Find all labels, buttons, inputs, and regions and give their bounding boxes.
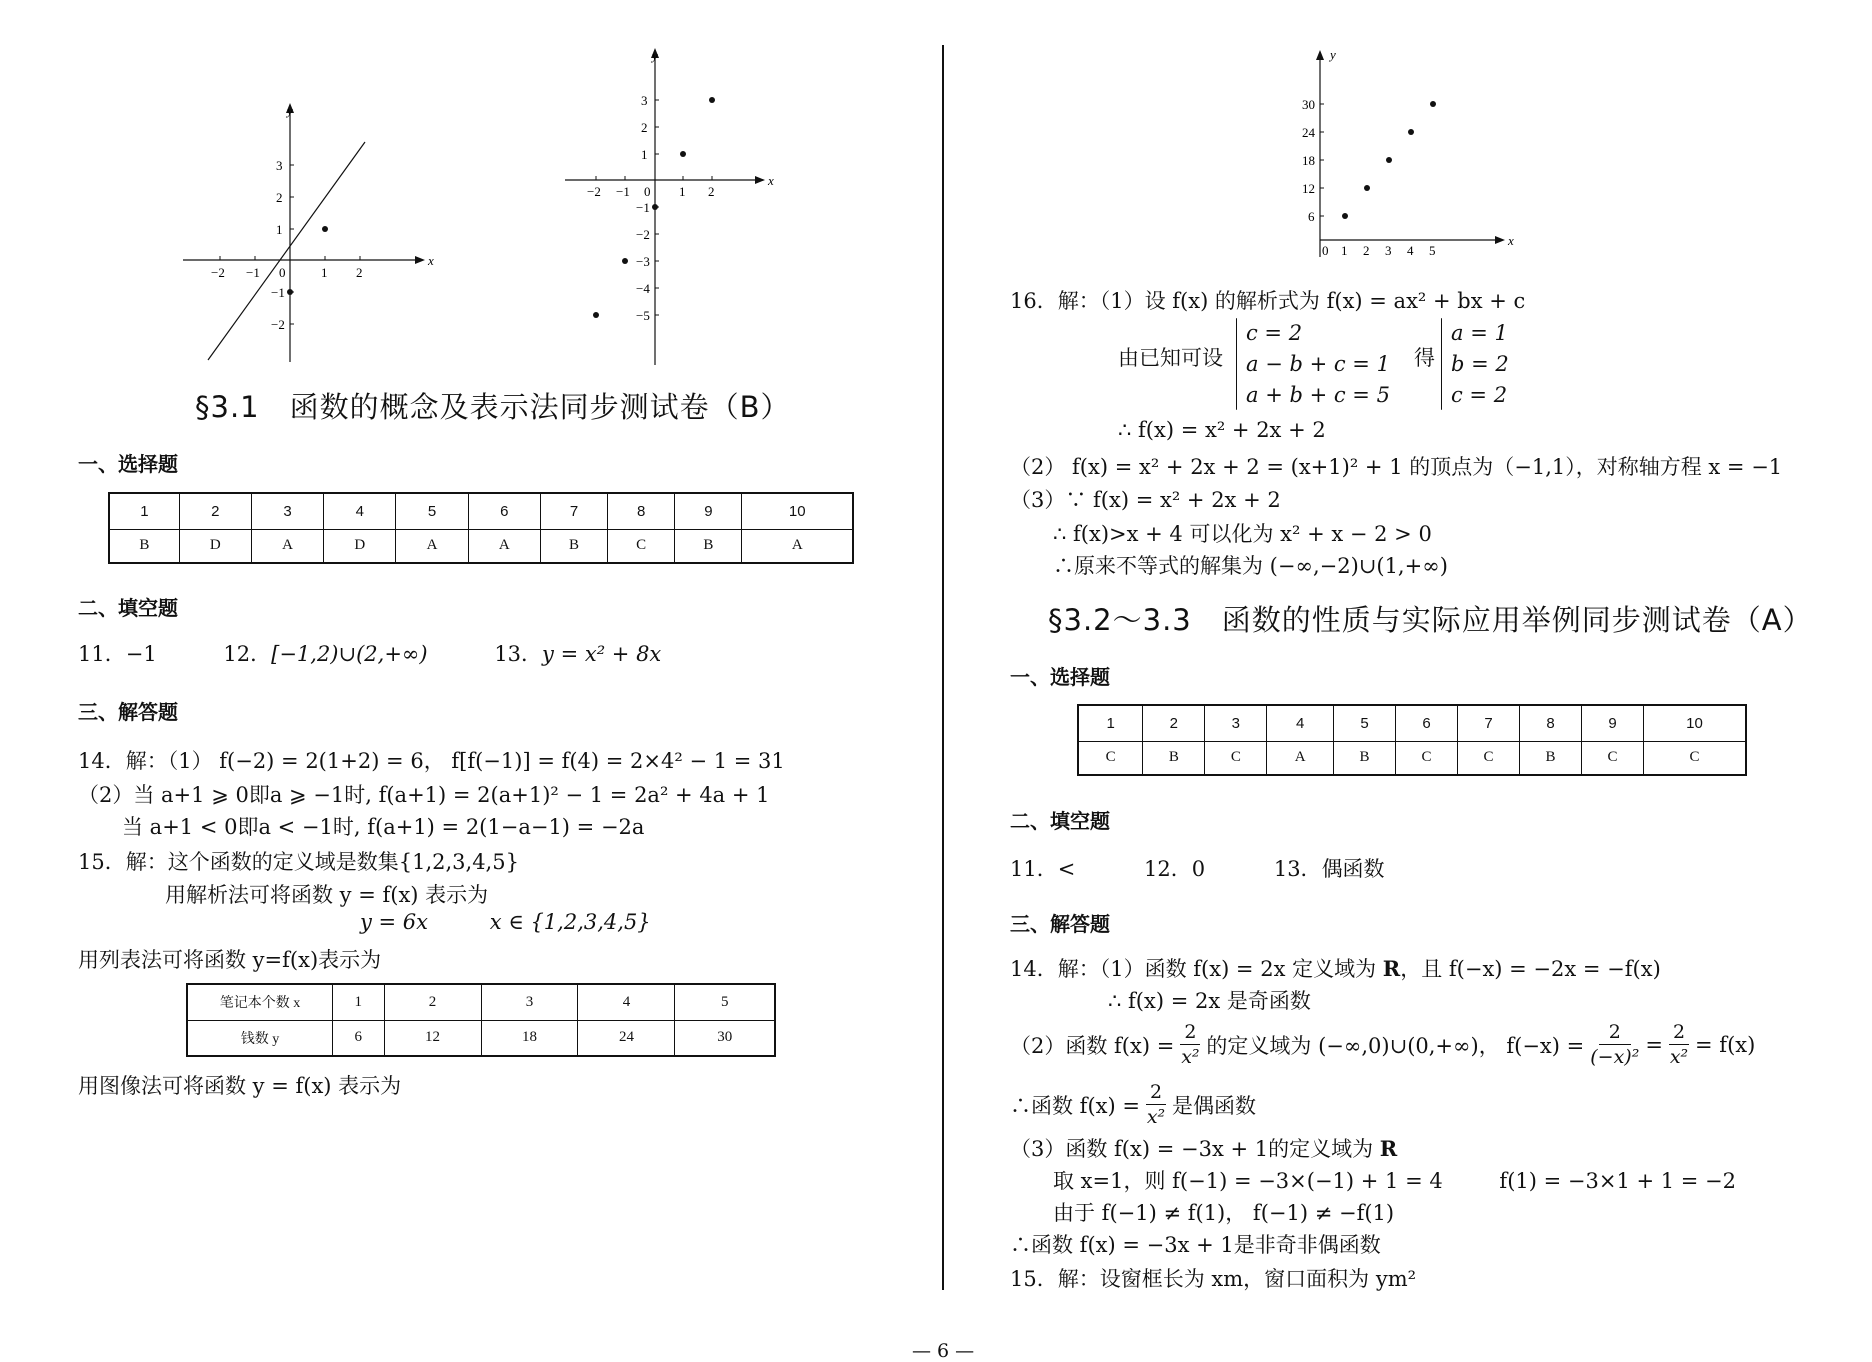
y-tick: −2 <box>271 317 285 332</box>
answer-cell: D <box>324 529 396 563</box>
q14-text: 的定义域为 (−∞,0)∪(0,+∞)， f(−x) = <box>1206 1033 1585 1058</box>
question-number: 10 <box>1644 705 1747 741</box>
fraction <box>1180 1020 1200 1069</box>
q14-line2: ∴ f(x) = 2x 是奇函数 <box>1108 989 1311 1013</box>
section-title: §3.1 函数的概念及表示法同步测试卷（B） <box>195 390 791 424</box>
y-tick: −1 <box>271 285 285 300</box>
axis-x-label: x <box>768 173 774 188</box>
x-tick: −1 <box>246 265 260 280</box>
graph-point <box>287 289 293 295</box>
q15-line2: 用解析法可将函数 y = f(x) 表示为 <box>165 883 489 907</box>
fill-answers <box>78 638 661 668</box>
answer-cell: B <box>540 529 607 563</box>
question-number: 5 <box>396 493 468 529</box>
axis-x-label: x <box>1508 233 1514 248</box>
q14-text: f(1) = −3×1 + 1 = −2 <box>1499 1169 1737 1193</box>
question-number: 7 <box>1458 705 1520 741</box>
answer-cell: C <box>1205 741 1267 775</box>
answer-cell: A <box>396 529 468 563</box>
q14-line2: （2）当 a+1 ⩾ 0即a ⩾ −1时, f(a+1) = 2(a+1)² − 1 = 2a² + 4a + 1 <box>78 783 770 807</box>
heading-fill: 二、填空题 <box>1010 809 1110 833</box>
table-cell: 3 <box>481 984 578 1020</box>
system-eq: c = 2 <box>1451 383 1508 407</box>
table-cell: 30 <box>675 1020 775 1056</box>
q16-known-label: 由已知可设 <box>1118 346 1223 370</box>
q14-text: 取 x=1，则 f(−1) = −3×(−1) + 1 = 4 <box>1053 1169 1443 1193</box>
q14-text: = f(x) <box>1695 1032 1756 1057</box>
table-cell: 1 <box>333 984 385 1020</box>
q16-line1: 16．解：（1）设 f(x) 的解析式为 f(x) = ax² + bx + c <box>1010 289 1526 313</box>
graph-point <box>1342 213 1348 219</box>
system-right <box>1451 318 1509 411</box>
system-eq: b = 2 <box>1451 352 1509 376</box>
answer-cell: B <box>675 529 742 563</box>
x-tick: 1 <box>679 184 686 199</box>
fraction-den: x² <box>1146 1106 1166 1128</box>
y-tick: −2 <box>636 227 650 242</box>
answer-cell: C <box>1078 741 1143 775</box>
q12-answer: [−1,2)∪(2,+∞) <box>271 642 428 666</box>
x-tick: 0 <box>644 184 651 199</box>
x-tick: 3 <box>1385 243 1392 258</box>
table-cell: 6 <box>333 1020 385 1056</box>
q12-label: 12． <box>223 642 272 666</box>
column-divider <box>942 45 944 1290</box>
x-tick: 1 <box>321 265 328 280</box>
q14-text: 是偶函数 <box>1172 1093 1257 1118</box>
y-tick: −1 <box>636 200 650 215</box>
fraction-den: x² <box>1181 1046 1200 1068</box>
system-eq: a − b + c = 1 <box>1246 352 1390 376</box>
answer-cell: B <box>109 529 179 563</box>
q14-line1: 14．解：（1） f(−2) = 2(1+2) = 6， f[f(−1)] = f(4) = 2×4² − 1 = 31 <box>78 749 785 773</box>
question-number: 8 <box>608 493 675 529</box>
q15-line4: 用列表法可将函数 y=f(x)表示为 <box>78 948 382 972</box>
answer-cell: C <box>1644 741 1747 775</box>
q14-line3: 当 a+1 < 0即a < −1时, f(a+1) = 2(1−a−1) = −2a <box>122 815 645 839</box>
table-row-label: 钱数 y <box>187 1020 333 1056</box>
q12-label: 12． <box>1144 857 1192 881</box>
graph-point <box>622 258 628 264</box>
answer-table <box>108 492 854 564</box>
x-tick: −2 <box>211 265 225 280</box>
answer-cell: A <box>468 529 540 563</box>
answer-cell: D <box>179 529 251 563</box>
graph-point <box>709 97 715 103</box>
heading-fill: 二、填空题 <box>78 596 178 620</box>
q15-formula: y = 6x <box>360 910 429 934</box>
graph-point <box>1386 157 1392 163</box>
q14-text: （3）函数 f(x) = −3x + 1的定义域为 <box>1010 1137 1380 1161</box>
y-tick: 12 <box>1302 181 1315 196</box>
q14-line6 <box>1053 1165 1736 1195</box>
q11-label: 11． <box>1010 857 1058 881</box>
q16-line7: ∴原来不等式的解集为 (−∞,−2)∪(1,+∞) <box>1053 554 1448 578</box>
q16-line3: ∴ f(x) = x² + 2x + 2 <box>1118 418 1326 442</box>
x-tick: 2 <box>356 265 363 280</box>
fill-answers <box>1010 853 1385 883</box>
q16-line6: ∴ f(x)>x + 4 可以化为 x² + x − 2 > 0 <box>1053 522 1432 546</box>
q14-line3 <box>1010 1020 1755 1069</box>
graph-point <box>680 151 686 157</box>
q15-line5: 用图像法可将函数 y = f(x) 表示为 <box>78 1074 402 1098</box>
heading-solutions: 三、解答题 <box>1010 912 1110 936</box>
q14-line7: 由于 f(−1) ≠ f(1)， f(−1) ≠ −f(1) <box>1053 1201 1395 1225</box>
question-number: 2 <box>179 493 251 529</box>
system-eq: a + b + c = 5 <box>1246 383 1390 407</box>
y-tick: 24 <box>1302 125 1315 140</box>
fraction <box>1146 1080 1166 1129</box>
q13-label: 13． <box>1273 857 1322 881</box>
axis-y-label: y <box>1330 47 1336 62</box>
graph-point <box>322 226 328 232</box>
q14-R: R <box>1382 956 1401 981</box>
system-eq: c = 2 <box>1246 321 1303 345</box>
answer-cell: C <box>1396 741 1458 775</box>
table-row-label: 笔记本个数 x <box>187 984 333 1020</box>
x-tick: 5 <box>1429 243 1436 258</box>
table-cell: 18 <box>481 1020 578 1056</box>
graph-point <box>652 204 658 210</box>
q14-text: ，且 f(−x) = −2x = −f(x) <box>1400 957 1661 981</box>
heading-choice: 一、选择题 <box>78 452 178 476</box>
q15-domain: x ∈ {1,2,3,4,5} <box>489 910 651 934</box>
question-number: 2 <box>1143 705 1205 741</box>
fraction-num: 2 <box>1180 1020 1200 1045</box>
table-cell: 5 <box>675 984 775 1020</box>
q15-line1: 15．解：设窗框长为 xm，窗口面积为 ym² <box>1010 1267 1417 1291</box>
system-left <box>1246 318 1390 411</box>
axis-y-label: y <box>287 103 293 118</box>
question-number: 3 <box>251 493 323 529</box>
q14-text: ∴函数 f(x) = <box>1010 1093 1140 1118</box>
q14-R: R <box>1379 1136 1398 1161</box>
system-brace-left <box>1236 318 1237 410</box>
question-number: 8 <box>1520 705 1582 741</box>
y-tick: 3 <box>276 158 283 173</box>
page-number: — 6 — <box>912 1340 975 1362</box>
question-number: 6 <box>1396 705 1458 741</box>
q14-line4 <box>1010 1080 1256 1129</box>
x-tick: −1 <box>616 184 630 199</box>
fraction-num: 2 <box>1669 1020 1689 1045</box>
q16-line4: （2） f(x) = x² + 2x + 2 = (x+1)² + 1 的顶点为（−1,1），对称轴方程 x = −1 <box>1010 455 1783 479</box>
system-eq: a = 1 <box>1451 321 1508 345</box>
x-tick: 2 <box>1363 243 1370 258</box>
q15-line3 <box>360 910 651 934</box>
table-cell: 2 <box>384 984 481 1020</box>
q11-label: 11． <box>78 642 126 666</box>
q14-line8: ∴函数 f(x) = −3x + 1是非奇非偶函数 <box>1010 1233 1381 1257</box>
q14-line5 <box>1010 1133 1397 1163</box>
question-number: 9 <box>1582 705 1644 741</box>
answer-cell: C <box>608 529 675 563</box>
q11-answer: < <box>1057 857 1076 881</box>
x-tick: 4 <box>1407 243 1414 258</box>
question-number: 3 <box>1205 705 1267 741</box>
question-number: 1 <box>109 493 179 529</box>
fraction <box>1590 1020 1639 1069</box>
graph-scatter <box>560 45 790 370</box>
axis-y-label: y <box>652 48 658 63</box>
question-number: 10 <box>742 493 853 529</box>
section-title: §3.2～3.3 函数的性质与实际应用举例同步测试卷（A） <box>1048 603 1813 637</box>
answer-cell: A <box>742 529 853 563</box>
x-tick: 0 <box>1322 243 1329 258</box>
y-tick: 1 <box>641 147 648 162</box>
graph-scatter-positive <box>1300 45 1530 260</box>
graph-point <box>593 312 599 318</box>
answer-table <box>1077 704 1747 776</box>
answer-cell: C <box>1458 741 1520 775</box>
fraction-num: 2 <box>1599 1020 1631 1045</box>
q14-text: 14．解：（1）函数 f(x) = 2x 定义域为 <box>1010 957 1383 981</box>
q16-get-label: 得 <box>1414 346 1435 370</box>
q12-answer: 0 <box>1191 857 1206 881</box>
answer-cell: B <box>1334 741 1396 775</box>
system-brace-right <box>1441 318 1442 410</box>
answer-cell: B <box>1143 741 1205 775</box>
graph-point <box>1364 185 1370 191</box>
x-tick: 0 <box>279 265 286 280</box>
graph-point <box>1430 101 1436 107</box>
question-number: 5 <box>1334 705 1396 741</box>
y-tick: 2 <box>641 120 648 135</box>
value-table <box>186 983 776 1057</box>
q14-text: = <box>1645 1032 1663 1057</box>
y-tick: 2 <box>276 190 283 205</box>
axis-x-label: x <box>428 253 434 268</box>
y-tick: 18 <box>1302 153 1315 168</box>
y-tick: 6 <box>1308 209 1315 224</box>
answer-cell: B <box>1520 741 1582 775</box>
q11-answer: −1 <box>125 642 157 666</box>
answer-cell: A <box>1267 741 1334 775</box>
table-cell: 4 <box>578 984 675 1020</box>
q14-text: （2）函数 f(x) = <box>1010 1033 1175 1058</box>
answer-cell: C <box>1582 741 1644 775</box>
q13-label: 13． <box>494 642 543 666</box>
q13-answer: 偶函数 <box>1321 857 1385 881</box>
y-tick: 30 <box>1302 97 1315 112</box>
table-cell: 24 <box>578 1020 675 1056</box>
y-tick: −4 <box>636 281 650 296</box>
fraction-den: x² <box>1669 1046 1689 1068</box>
fraction-den: (−x)² <box>1590 1046 1640 1068</box>
q14-line1 <box>1010 953 1661 983</box>
heading-solutions: 三、解答题 <box>78 700 178 724</box>
question-number: 4 <box>1267 705 1334 741</box>
y-tick: −5 <box>636 308 650 323</box>
fraction-num: 2 <box>1146 1080 1166 1105</box>
y-tick: −3 <box>636 254 650 269</box>
question-number: 4 <box>324 493 396 529</box>
question-number: 7 <box>540 493 607 529</box>
graph-point <box>1408 129 1414 135</box>
x-tick: 1 <box>1341 243 1348 258</box>
graph-line <box>175 100 445 370</box>
y-tick: 1 <box>276 222 283 237</box>
heading-choice: 一、选择题 <box>1010 665 1110 689</box>
table-cell: 12 <box>384 1020 481 1056</box>
q16-line5: （3）∵ f(x) = x² + 2x + 2 <box>1010 488 1281 512</box>
x-tick: 2 <box>708 184 715 199</box>
q15-line1: 15．解：这个函数的定义域是数集{1,2,3,4,5} <box>78 850 519 874</box>
x-tick: −2 <box>587 184 601 199</box>
question-number: 1 <box>1078 705 1143 741</box>
question-number: 9 <box>675 493 742 529</box>
question-number: 6 <box>468 493 540 529</box>
q13-answer: y = x² + 8x <box>542 642 662 666</box>
y-tick: 3 <box>641 93 648 108</box>
answer-cell: A <box>251 529 323 563</box>
fraction <box>1669 1020 1689 1069</box>
